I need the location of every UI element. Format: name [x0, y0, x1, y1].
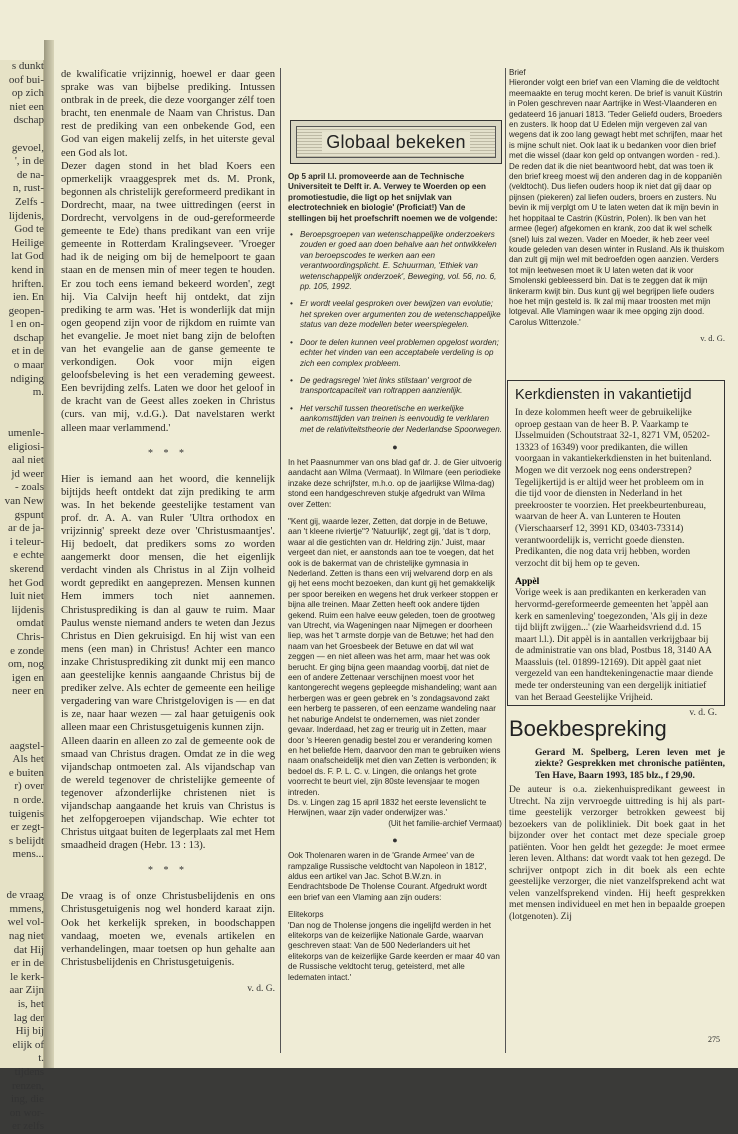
previous-page-line: [0, 876, 44, 890]
notice-text: Vorige week is aan predikanten en kerkeraden van hervormd-gereformeerde gemeenten het 'appèl aan kerk en samenleving' toegezonden, 'Als gij in deze tijd blijft zwijgen...' (zie Waarheidsvriend d.d. 15 maart l.l.). Dit appèl is in aantallen verkrijgbaar bij de administratie van ons blad, Postbus 18, 3140 AA Maassluis (tel. 01899-12169). Dit appèl gaat niet vergezeld van een handtekeningenactie maar diende mede ter ondersteuning van een dergelijk initiatief van het Beraad Geestelijke Vrijheid.: [515, 588, 713, 703]
previous-page-line: ', in de: [14, 155, 44, 168]
previous-page-line: lag der: [13, 1011, 44, 1024]
article-paragraph: In het Paasnummer van ons blad gaf dr. J. de Gier uitvoerig aandacht aan Wilma (Vermaat). In Wilmare (een periodieke inzake deze schrijfster, m.h.o. op de jaarlijkse Wilma-dag) stond een handgeschreven stukje afgedrukt van Wilma over Zetten:: [288, 457, 502, 509]
bullet-separator: ●: [392, 441, 398, 452]
previous-page-line: niet een: [9, 100, 44, 113]
section-heading-box: [290, 120, 502, 164]
previous-page-line: on wor-: [9, 1106, 44, 1119]
previous-page-line: ing, die: [11, 1093, 44, 1106]
previous-page-line: om, nog: [7, 658, 44, 671]
previous-page-line: o maar: [13, 359, 44, 372]
previous-page-line: [0, 128, 44, 142]
previous-page-line: ien. En: [12, 291, 44, 304]
section-heading: Globaal bekeken: [322, 132, 470, 153]
thesis-list: [288, 230, 502, 435]
previous-page-line: van New: [4, 495, 44, 507]
page-number: 275: [708, 1035, 720, 1044]
notice-box: [507, 380, 725, 719]
previous-page-line: renzen,: [11, 1079, 44, 1092]
column-rule: [505, 68, 506, 1053]
list-item: • Beroepsgroepen van wetenschappelijke onderzoekers zouden er goed aan doen behalve aan het ontwikkelen van beroepscodes te werken aan een verantwoordingsplicht. E. Schuurman, 'Ethiek van wetenschappelijk onderzoek', Beweging, vol. 56, no. 6, pp. 105, 1992.: [288, 230, 502, 292]
previous-page-line: dat Hij: [13, 943, 44, 956]
previous-page-line: [0, 713, 44, 727]
previous-page-line: mens...: [12, 848, 44, 861]
previous-page-line: aar Zijn: [9, 984, 44, 997]
previous-page-line: elijk of: [12, 1038, 44, 1051]
previous-page-line: e buiten: [8, 766, 44, 779]
previous-page-line: geopen-: [8, 304, 44, 317]
previous-page-line: skerend: [9, 562, 44, 575]
section-divider: * * *: [148, 865, 188, 877]
previous-page-line: God te: [14, 223, 44, 236]
quote-paragraph: "Kent gij, waarde lezer, Zetten, dat dorpje in de Betuwe, aan 't kleene riviertje"? 'Natuurlijk', zegt gij, 'dat is 't dorp, waar al die gestichten van dr. Heldring zijn.' Juist, maar vergeet dan niet, er aanstonds aan toe te voegen, dat het ook is de bakermat van de christelijke gymnasia in Nederland. Zetten is thans een vrij welvarend dorp en als gij het eens mocht bezoeken, dan kunt gij het gemakkelijk per spoor bereiken en wegens het druk verkeer stoppen er bijna alle treinen. Maar Zetten heeft ook andere tijden gekend. Ruim een halve eeuw geleden, toen de grootweg van Utrecht, via Wageningen naar Nijmegen er doorheen liep, was het 't armste dorpje van de Betuwe; het had den naam van het Groesbeek der Betuwe en dat wil wat zeggen — en niet alleen was het arm, maar het was ook berucht. Er ging bijna geen maandag voorbij, dat niet de een of andere Zettenaar verschijnen moest voor het kantongerecht wegens gepleegde mishandeling; want aan herbergen was er geen gebrek en 's zondagsavond zakt een herberg te passeren, of een eenzame wandeling naar het naburige Andelst te ondernemen, was niet zonder gevaar. Inderdaad, het zag er treurig uit in Zetten, maar door 's Heeren genadig bestel zou er verandering komen en het beliefde Hem, daarvoor den man te gebruiken wiens naam onafscheidelijk met dien van Zetten is verbonden; ik bedoel ds. F. P. L. C. v. Lingen, die onlangs het grote voorrecht te beurt viel, zijn 80ste levensjaar te mogen intreden.: [288, 516, 501, 797]
previous-page-line: luit niet: [10, 590, 44, 603]
list-item: • De gedragsregel 'niet links stilstaan' vergroot de transportcapaciteit van roltrappen aanzienlijk.: [288, 376, 502, 397]
previous-page-edge: [0, 60, 44, 1133]
previous-page-line: Zelfs -: [14, 195, 44, 208]
letter-text: Hieronder volgt een brief van een Vlaming die de veldtocht meemaakte en terug mocht keren. De brief is vanuit Küstrin in Polen geschreven naar Aartrijke in West-Vlaanderen en gedateerd 16 januari 1813. 'Teder Geliefd ouders, Broeders en zusters. Ik hoop dat U Edelen mijn vergeven zal van wegens dat ik zoo lang gewagt hebt met schrijfen, maar het is mijne schult niet. Ook laat ik u bedanken voor dien brief met die wissel (daar kon geld op ontvangen worden - red.). De reden dat ik die niet beantwoord hebt, dat was toen ik den brief kreeg moest wij den anderen dag in de koppaniën (veldtocht). Dus liefen ouders hoop ik niet dat gij daar op pijnsen (piekeren) zal liefen ouders, broers en zusters. Nu bevin ik mij verplgt om U te laten weten dat ik mijn bevin in het hoppitaal te Castrin (Küstrin, Polen). Ik ben van het armee (leger) afgekomen en krank, zoo dat ik wel schelk (snel) luis zal wezen. Vader en Moeder, ik heb zeer veel koude geleden van desen winter in Rusland. Als ik thuiskom dan zult gij mijn wel mit bedroefden ogen aanzien. Verders tot mijn leetwesen moet ik U laten weten dat ik voor Smolenski gebleesserd bin. Dat is te zeggen dat ik mijn linkerarm kwijt bin. Dus kunt gij wel begrijpen liefe ouders hoe het mijn gesteld is. Ik zal mij maar troosten met mijn lotgeval. Alle Vlamingen waar ik mee opging zijn dood. Carolus Wittenzole.': [509, 78, 725, 327]
previous-page-line: de vraag: [6, 889, 44, 902]
previous-page-line: [0, 413, 44, 427]
article-column-2: [288, 172, 502, 1052]
list-item: • Het verschil tussen theoretische en werkelijke aankomsttijden van treinen is eenvoudig te verklaren met de relativiteitstheorie der Nederlandse Spoorwegen.: [288, 404, 502, 435]
previous-page-line: Chris-: [16, 630, 44, 643]
previous-page-line: aal niet: [11, 454, 44, 467]
quote-paragraph: 'Dan nog de Tholense jongens die ingelijfd werden in het elitekorps van de keizerlijke Nationale Garde, waarvan geschreven staat: Van de 500 Nederlanders uit het elitekorps van de keizerlijke Garde keerden er maar 40 van de Russische veldtocht terug, geteisterd, met alle ledematen intact.': [288, 920, 500, 982]
article-column-3: [509, 68, 725, 373]
subheading: Brief: [509, 68, 526, 77]
page-gutter: [44, 40, 54, 1068]
previous-page-line: gevoel,: [11, 141, 44, 154]
intro-paragraph: Op 5 april l.l. promoveerde aan de Technische Universiteit te Delft ir. A. Verwey te Woerden op een promotiestudie, die ligt op het snijvlak van electrotechniek en biologie' (Proficiat!) Van de stellingen bij het proefschrift noemen we de volgende:: [288, 172, 498, 223]
review-text: De auteur is o.a. ziekenhuispredikant geweest in Utrecht. Na zijn vervroegde uittreding is hij als part-time geestelijk verzorger betrokken geweest bij bezoekers van de polikliniek. Dit boek gaat in het bijzonder over het contact met deze speciale groep patiënten. Voor hen geldt het gezegde: Je moet ermee leren leven. Althans: dat wordt vaak tot hen gezegd. De schrijver ontpopt zich in dit boek als een echte geestelijke verzorger, die niet vanzelfsprekend acht wat velen vanzelfsprekend vinden. Hij heeft gesprekken met mensen individueel en met hen in bepaalde groepen (lotgenoten). Zij: [509, 784, 725, 922]
previous-page-line: le kerk-: [10, 970, 44, 983]
previous-page-line: oof bui-: [8, 73, 44, 86]
previous-page-line: [0, 699, 44, 713]
previous-page-line: [0, 400, 44, 414]
previous-page-line: hriften.: [11, 277, 44, 290]
article-paragraph: de kwalificatie vrijzinnig, hoewel er daar geen sprake was van bijbelse prediking. Intussen ontbrak in de preek, die deze voorganger zélf toen bracht, ten enenmale de Naam van Christus. Dan rest de prediking van een onbekende God, een God van eigen makelij zelfs, in het uiterste geval een God als lot.: [61, 69, 275, 159]
previous-page-line: gspunt: [14, 508, 44, 521]
previous-page-line: - zoals: [14, 481, 44, 494]
article-paragraph: De vraag is of onze Christusbelijdenis en ons Christusgetuigenis nog wel honderd karaat zijn. Ook het kerkelijk spreken, in boodschappen vandaag, moeten we, evenals artikelen en verhandelingen, maar toetsen op hun gehalte aan Christusbelijdenis en Christusgetuigenis.: [61, 891, 275, 968]
previous-page-line: t.: [38, 1052, 44, 1065]
bullet-separator: ●: [392, 835, 398, 846]
previous-page-line: er in de: [11, 957, 44, 970]
previous-page-line: Hij bij: [15, 1025, 44, 1038]
previous-page-line: er zegt-: [10, 821, 44, 834]
previous-page-line: jd weer: [11, 467, 44, 480]
previous-page-line: omdat: [16, 617, 44, 630]
previous-page-line: igen en: [11, 671, 44, 684]
previous-page-line: er zelfs: [11, 1120, 44, 1133]
previous-page-line: tijdens: [14, 1065, 44, 1078]
previous-page-line: het God: [8, 576, 44, 589]
notice-text: In deze kolommen heeft weer de gebruikelijke oproep gestaan van de heer B. P. Vaarkamp te IJsselmuiden (Schoutstraat 32-1, 8271 VM, 05202-13323 of 16349) voor predikanten, die willen voorgaan in vakantiekerkdiensten in het buitenland. Mogen we dit verzoek nog eens onderstrepen? Tegelijkertijd is er altijd weer het probleem om in die tijd voor de diensten in Nederland in het preekrooster te voorzien. Het preekbeurtenbureau, waarvan de heer A. van Lunteren te Houten (Vierschaarserf 12, 3991 KD, 03403-73314) verantwoordelijk is, verricht goede diensten. Predikanten, die nog data vrij hebben, worden verzocht dit bij hem op te geven.: [515, 408, 712, 569]
article-column-1: [61, 68, 275, 995]
list-item: • Er wordt veelal gesproken over bewijzen van evolutie; het spreken over argumenten zou de wetenschappelijke status van deze modellen beter weerspiegelen.: [288, 299, 502, 330]
previous-page-line: n, rust-: [12, 182, 44, 195]
quote-source: (Uit het familie-archief Vermaat): [388, 818, 502, 828]
list-item: • Door te delen kunnen veel problemen opgelost worden; echter het vinden van een acceptabele verdeling is op zich een complex probleem.: [288, 338, 502, 369]
notice-title: Kerkdiensten in vakantietijd: [515, 387, 692, 403]
subheading: Elitekorps: [288, 910, 324, 920]
previous-page-line: et in de: [11, 345, 44, 358]
author-signature: v. d. G.: [689, 708, 717, 719]
previous-page-line: de na-: [16, 168, 44, 181]
previous-page-line: lat God: [11, 250, 44, 263]
previous-page-line: e echte: [13, 549, 44, 562]
previous-page-line: [0, 862, 44, 876]
previous-page-line: s dunkt: [11, 60, 44, 72]
previous-page-line: tuigenis: [9, 807, 44, 820]
previous-page-line: dschap: [13, 114, 44, 127]
article-paragraph: Dezer dagen stond in het blad Koers een opmerkelijk vraaggesprek met ds. M. Pronk, begonnen als christelijk gereformeerd predikant in Dordrecht, maar, na twee uittredingen (eerst in Dordrecht, vervolgens in de oud-gereformeerde gemeente te Ede) thans predikant van een vrije gemeente in Rotterdam Kralingseveer. 'Vroeger had ik de neiging om bij de hemelpoort te gaan staan en de mensen min of meer tegen te houden. Er zou toch eens iemand bekeerd worden', zegt hij. Via Calvijn heeft hij ontdekt, dat zijn prediking te arm was. 'Het is wonderlijk dat mijn ogen geopend zijn voor de rijkdom en ruimte van het evangelie. Je moet niet bang zijn de beloften van het evangelie aan de ganse gemeente te verkondigen. Ook voor mijn eigen geloofsbeleving is het een verademing geweest. Een bevrijding zelfs. Laten we door het geloof in de kracht van de Geest alles zoeken in Christus (curs. van mij, v.d.G.). Dat navelstaren werkt alleen maar verlammend.': [61, 160, 275, 434]
previous-page-line: n orde.: [13, 794, 44, 807]
article-paragraph: Ook Tholenaren waren in de 'Grande Armee' van de rampzalige Russische veldtocht van Napoleon in 1812', aldus een artikel van Jac. Schot B.W.zn. in Eendrachtsbode De Tholense Courant. Afgedrukt wordt een brief van een Vlaming aan zijn ouders:: [288, 851, 487, 902]
previous-page-line: r) over: [14, 780, 44, 793]
previous-page-line: eligiosi-: [7, 440, 44, 453]
previous-page-line: wel vol-: [7, 916, 44, 929]
previous-page-line: aagstel-: [9, 739, 44, 752]
previous-page-line: Heilige: [11, 236, 44, 249]
previous-page-line: dschap: [13, 331, 44, 344]
book-citation: Gerard M. Spelberg, Leren leven met je ziekte? Gesprekken met chronische patiënten, Ten Have, Baarn 1993, 185 blz., f 29,90.: [535, 748, 725, 781]
previous-page-line: op zich: [11, 87, 44, 100]
previous-page-line: s belijdt: [8, 834, 44, 847]
previous-page-line: neer en: [11, 685, 44, 698]
previous-page-line: umenle-: [7, 427, 44, 440]
previous-page-line: ar de ja-: [7, 522, 44, 535]
previous-page-line: nag niet: [8, 930, 44, 942]
previous-page-line: kend in: [11, 263, 44, 276]
previous-page-line: ndiging: [10, 372, 44, 385]
previous-page-line: [0, 726, 44, 740]
previous-page-line: m.: [32, 386, 44, 399]
book-review: [509, 748, 725, 922]
previous-page-line: is, het: [17, 997, 44, 1010]
section-divider: * * *: [148, 447, 188, 459]
previous-page-line: e zonde: [10, 644, 44, 657]
previous-page-line: l en on-: [10, 318, 44, 331]
notice-subheading: Appèl: [515, 577, 540, 588]
author-signature: v. d. G.: [700, 333, 725, 344]
previous-page-line: lijdenis: [11, 603, 44, 616]
column-rule: [280, 68, 281, 1053]
previous-page-line: Als het: [12, 753, 44, 766]
section-heading: Boekbespreking: [509, 716, 667, 741]
author-signature: v. d. G.: [247, 983, 275, 994]
previous-page-line: mmens,: [9, 902, 44, 915]
article-paragraph: Hier is iemand aan het woord, die kennelijk bijtijds heeft ontdekt dat zijn prediking te arm was. In het bekende geestelijke testament van prof. dr. A. A. van Ruler 'Ultra orthodox en vrijzinnig' spreekt deze over 'Christusmaantjes'. Hij bedoelt, dat predikers soms zo worden aangemerkt door mensen, die het eigenlijk verdacht vinden als Christus in al Zijn volheid wordt gepredikt en aangeprezen. Mensen kunnen Hem immers toch niet aannemen. Christusprediking is dan al gauw te ruim. Maar Paulus wenste niemand anders te weten dan Jezus Christus en Dien gekruisigd. En hij wist van een mens (een man) in Christus! Achter een manco inzake Christusprediking zit dunkt mij een manco aan geestelijke kennis aangaande Christus bij de prediker zelve. Als echter de gemeente een heilige vergadering van ware Christgelovigen is — en dat is ze, naar haar wezen — zal haar getuigenis ook alleen maar een Christusgetuigenis kunnen zijn.: [61, 473, 275, 734]
previous-page-line: i teleur-: [9, 535, 44, 548]
previous-page-line: lijdenis,: [8, 209, 44, 222]
quote-paragraph: Ds. v. Lingen zag 15 april 1832 het eerste levenslicht te Herwijnen, waar zijn vader onderwijzer was.': [288, 797, 487, 818]
article-paragraph: Alleen daarin en alleen zo zal de gemeente ook de smaad van Christus dragen. Omdat ze in die weg vijandschap ontmoeten zal. Als vijandschap van de wereld tegenover de christelijke gemeente of tegenover afzonderlijke christenen niet is vijandschap aangaande het kruis van Christus is het zelfopgeroepen vijandschap. Wie echter tot Christus uitgaat buiten de legerplaats zal met Hem smaadheid dragen (Hebr. 13 : 13).: [61, 735, 275, 852]
